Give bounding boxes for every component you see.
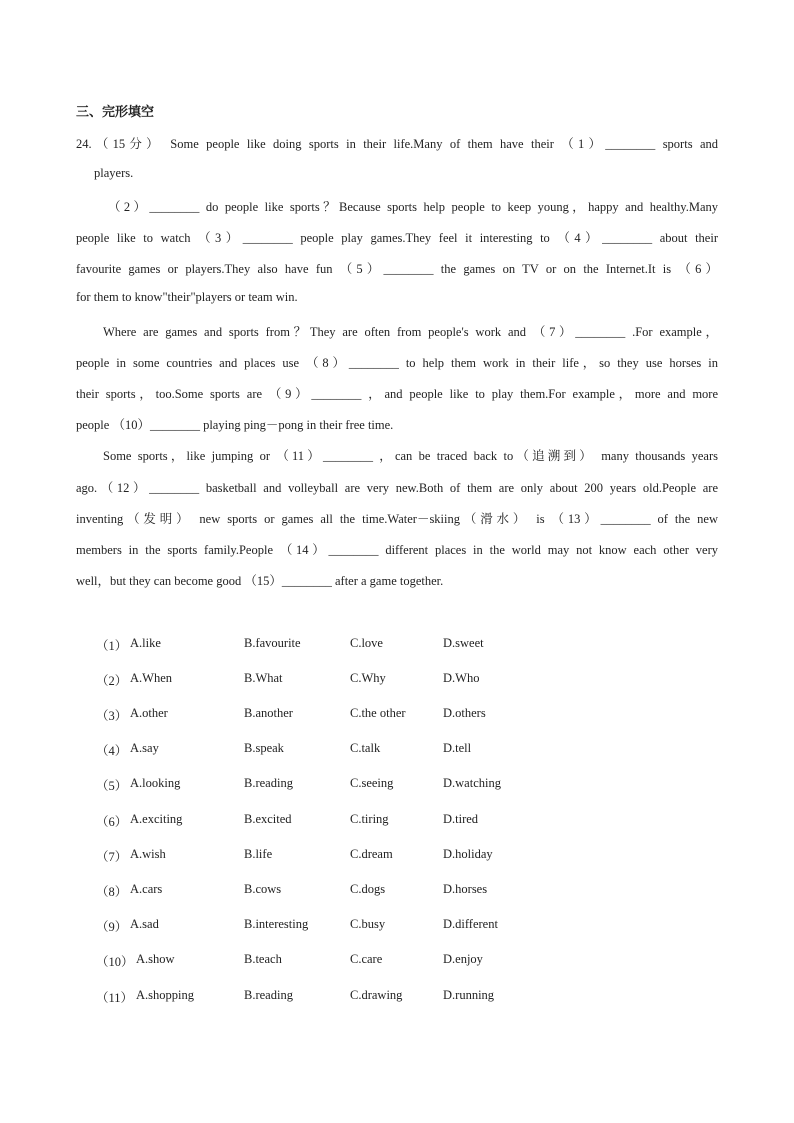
option-c[interactable]: C.dogs	[350, 882, 386, 896]
passage-line-9: their sports，too.Some sports are （9）________ ，and people like to play them.For example，more and more	[76, 387, 718, 401]
option-c[interactable]: C.talk	[350, 741, 381, 755]
option-d[interactable]: D.tired	[443, 812, 479, 826]
option-a[interactable]: A.sad	[130, 917, 159, 931]
option-d[interactable]: D.different	[443, 917, 498, 931]
option-b[interactable]: B.life	[244, 847, 273, 861]
option-a[interactable]: A.When	[130, 671, 172, 685]
option-d[interactable]: D.Who	[443, 671, 480, 685]
option-c[interactable]: C.dream	[350, 847, 393, 861]
option-d[interactable]: D.holiday	[443, 847, 493, 861]
option-b[interactable]: B.cows	[244, 882, 282, 896]
option-b[interactable]: B.teach	[244, 952, 282, 966]
option-b[interactable]: B.speak	[244, 741, 284, 755]
option-c[interactable]: C.busy	[350, 917, 386, 931]
option-b[interactable]: B.interesting	[244, 917, 309, 931]
option-b[interactable]: B.What	[244, 671, 283, 685]
passage-line-6: for them to know"their"players or team win.	[76, 290, 298, 304]
passage-line-7: Where are games and sports from？They are often from people's work and （7）________ .For example，	[103, 325, 718, 339]
passage-line-8: people in some countries and places use （8）________ to help them work in their life，so they use horses in	[76, 356, 718, 370]
passage-line-10: people （10）________ playing ping－pong in their free time.	[76, 418, 394, 432]
option-a[interactable]: A.wish	[130, 847, 166, 861]
option-a[interactable]: A.other	[130, 706, 168, 720]
option-b[interactable]: B.reading	[244, 988, 293, 1002]
passage-line-12: ago.（12）________ basketball and volleyball are very new.Both of them are only about 200 years old.People are	[76, 481, 718, 495]
passage-line-15: well，but they can become good （15）________ after a game together.	[76, 574, 444, 588]
passage-line-4: people like to watch （3）________ people play games.They feel it interesting to （4）________ about their	[76, 231, 718, 245]
passage-line-1: 24.（15分） Some people like doing sports in their life.Many of them have their （1）________ sports and	[76, 137, 718, 151]
option-d[interactable]: D.tell	[443, 741, 472, 755]
option-number: （7）	[96, 850, 128, 864]
option-d[interactable]: D.sweet	[443, 636, 484, 650]
option-a[interactable]: A.show	[136, 952, 175, 966]
option-c[interactable]: C.drawing	[350, 988, 403, 1002]
option-number: （11）	[96, 991, 134, 1005]
option-b[interactable]: B.excited	[244, 812, 292, 826]
option-number: （8）	[96, 885, 128, 899]
passage-line-13: inventing（发明） new sports or games all the time.Water－skiing（滑水） is （13）________ of the new	[76, 512, 718, 526]
option-c[interactable]: C.Why	[350, 671, 386, 685]
option-d[interactable]: D.horses	[443, 882, 488, 896]
option-d[interactable]: D.others	[443, 706, 486, 720]
passage-line-5: favourite games or players.They also have fun （5）________ the games on TV or on the Internet.It is （6）	[76, 262, 718, 276]
option-number: （9）	[96, 920, 128, 934]
option-number: （1）	[96, 639, 128, 653]
option-d[interactable]: D.watching	[443, 776, 501, 790]
option-c[interactable]: C.seeing	[350, 776, 394, 790]
option-a[interactable]: A.cars	[130, 882, 163, 896]
passage-line-14: members in the sports family.People （14）________ different places in the world may not know each other very	[76, 543, 718, 557]
option-number: （6）	[96, 815, 128, 829]
passage-line-11: Some sports，like jumping or （11）________ ，can be traced back to（追溯到） many thousands years	[103, 449, 718, 463]
section-title: 三、完形填空	[76, 105, 155, 120]
option-c[interactable]: C.care	[350, 952, 383, 966]
option-c[interactable]: C.tiring	[350, 812, 389, 826]
option-number: （5）	[96, 779, 128, 793]
option-b[interactable]: B.favourite	[244, 636, 301, 650]
option-number: （2）	[96, 674, 128, 688]
option-b[interactable]: B.another	[244, 706, 293, 720]
option-c[interactable]: C.the other	[350, 706, 406, 720]
option-b[interactable]: B.reading	[244, 776, 293, 790]
option-d[interactable]: D.running	[443, 988, 495, 1002]
option-a[interactable]: A.exciting	[130, 812, 183, 826]
option-d[interactable]: D.enjoy	[443, 952, 483, 966]
option-c[interactable]: C.love	[350, 636, 383, 650]
option-a[interactable]: A.shopping	[136, 988, 194, 1002]
option-number: （10）	[96, 955, 134, 969]
option-a[interactable]: A.looking	[130, 776, 181, 790]
option-a[interactable]: A.say	[130, 741, 159, 755]
option-a[interactable]: A.like	[130, 636, 161, 650]
passage-line-2: players.	[94, 166, 134, 180]
option-number: （4）	[96, 744, 128, 758]
option-number: （3）	[96, 709, 128, 723]
passage-line-3: （2）________ do people like sports？Because sports help people to keep young，happy and healthy.Many	[108, 200, 718, 214]
